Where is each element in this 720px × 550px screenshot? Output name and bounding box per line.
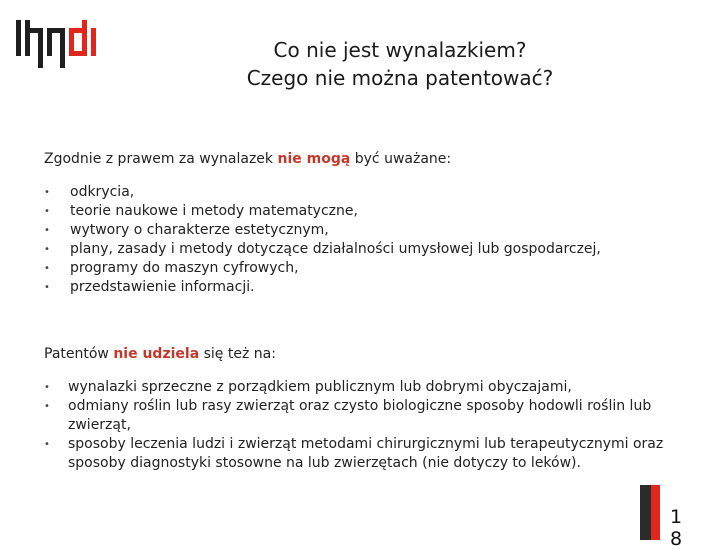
page-marker-dark-bar bbox=[640, 485, 651, 540]
section2-intro-after: się też na: bbox=[199, 346, 276, 362]
page-number-line-2: 8 bbox=[670, 528, 683, 550]
bullet-icon: • bbox=[44, 263, 50, 274]
list-item-text: teorie naukowe i metody matematyczne, bbox=[70, 203, 358, 219]
list-item bbox=[44, 278, 684, 297]
bullet-icon: • bbox=[44, 225, 50, 236]
list-item-text: programy do maszyn cyfrowych, bbox=[70, 260, 299, 276]
bullet-icon: • bbox=[44, 244, 50, 255]
bullet-icon: • bbox=[44, 187, 50, 198]
list-item bbox=[44, 240, 684, 259]
section1-intro-before: Zgodnie z prawem za wynalazek bbox=[44, 151, 278, 167]
list-item-text: wynalazki sprzeczne z porządkiem publicznym lub dobrymi obyczajami, bbox=[68, 379, 572, 395]
section1-intro-after: być uważane: bbox=[350, 151, 452, 167]
list-item-text: odmiany roślin lub rasy zwierząt oraz czysto biologiczne sposoby hodowli roślin lub zwierząt, bbox=[68, 398, 652, 433]
list-item bbox=[44, 378, 694, 397]
bullet-icon: • bbox=[44, 206, 50, 217]
section2-list bbox=[44, 378, 694, 473]
list-item bbox=[44, 221, 684, 240]
page-number bbox=[670, 506, 700, 550]
bullet-icon: • bbox=[44, 401, 50, 412]
section1-list bbox=[44, 183, 684, 297]
list-item bbox=[44, 259, 684, 278]
section2-intro-highlight: nie udziela bbox=[113, 346, 200, 362]
list-item bbox=[44, 183, 684, 202]
list-item-text: wytwory o charakterze estetycznym, bbox=[70, 222, 329, 238]
title-line-1: Co nie jest wynalazkiem? bbox=[273, 38, 527, 62]
section1-intro bbox=[44, 150, 451, 169]
title-line-2: Czego nie można patentować? bbox=[246, 66, 554, 90]
list-item-text: plany, zasady i metody dotyczące działalności umysłowej lub gospodarczej, bbox=[70, 241, 601, 257]
logo-icon bbox=[16, 18, 98, 68]
list-item-text: odkrycia, bbox=[70, 184, 135, 200]
bullet-icon: • bbox=[44, 282, 50, 293]
section2-intro bbox=[44, 345, 276, 364]
bullet-icon: • bbox=[44, 439, 50, 450]
list-item bbox=[44, 435, 694, 473]
list-item bbox=[44, 397, 694, 435]
list-item-text: przedstawienie informacji. bbox=[70, 279, 255, 295]
page-marker-red-bar bbox=[651, 485, 660, 540]
section1-intro-highlight: nie mogą bbox=[277, 151, 351, 167]
list-item bbox=[44, 202, 684, 221]
list-item-text: sposoby leczenia ludzi i zwierząt metodami chirurgicznymi lub terapeutycznymi oraz sposoby diagnostyki stosowne na lub zwierzętach (nie dotyczy to leków). bbox=[68, 436, 664, 471]
section2-intro-before: Patentów bbox=[44, 346, 114, 362]
bullet-icon: • bbox=[44, 382, 50, 393]
page-number-line-1: 1 bbox=[670, 506, 683, 528]
page-title bbox=[160, 36, 640, 92]
